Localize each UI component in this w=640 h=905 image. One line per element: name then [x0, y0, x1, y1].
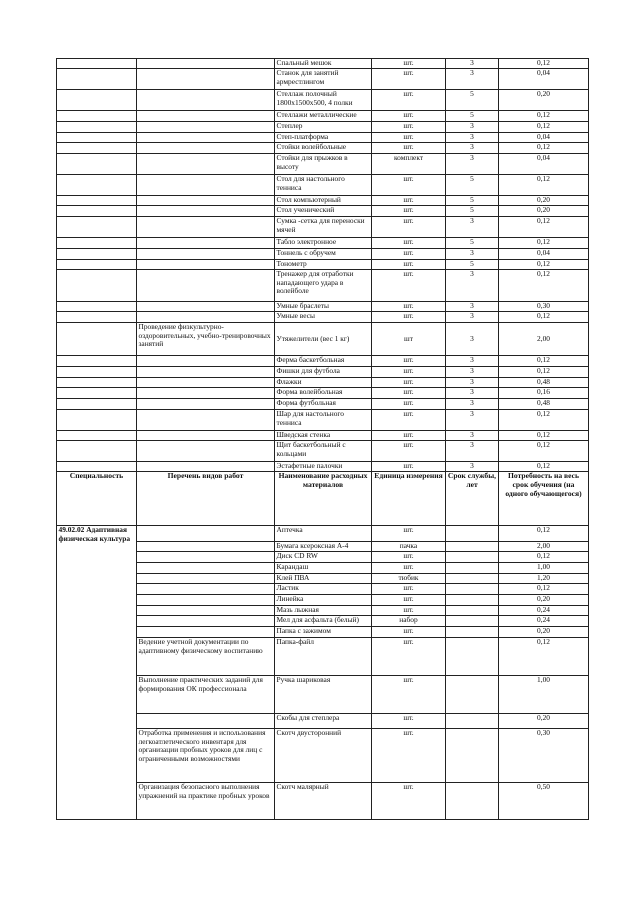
header-term: Срок службы, лет — [446, 472, 499, 526]
table-row — [57, 206, 589, 217]
term-cell — [446, 552, 499, 563]
need-cell: 0,30 — [499, 302, 589, 312]
material-name-cell: Ручка шариковая — [275, 676, 372, 714]
table-row — [57, 638, 589, 676]
material-name-cell: Папка-файл — [275, 638, 372, 676]
specialty-cell — [57, 143, 137, 154]
table-row — [57, 616, 589, 627]
need-cell: 0,12 — [499, 143, 589, 154]
material-name-cell: Степ-платформа — [275, 133, 372, 143]
unit-cell: шт. — [372, 196, 446, 206]
need-cell: 0,12 — [499, 238, 589, 249]
material-name-cell: Стеллаж полочный 1800х1500х500, 4 полки — [275, 90, 372, 111]
table-row — [57, 356, 589, 367]
need-cell: 2,00 — [499, 323, 589, 356]
table-row — [57, 431, 589, 441]
specialty-cell — [57, 175, 137, 196]
unit-cell: шт. — [372, 312, 446, 323]
work-type-cell — [137, 431, 275, 441]
work-type-cell — [137, 111, 275, 122]
table-row — [57, 249, 589, 260]
unit-cell: шт. — [372, 356, 446, 367]
material-name-cell: Шведская стенка — [275, 431, 372, 441]
unit-cell: шт. — [372, 410, 446, 431]
unit-cell: шт. — [372, 90, 446, 111]
table-row — [57, 595, 589, 606]
specialty-cell — [57, 238, 137, 249]
table-row — [57, 542, 589, 552]
unit-cell: шт. — [372, 638, 446, 676]
unit-cell: тюбик — [372, 574, 446, 584]
header-specialty: Специальность — [57, 472, 137, 526]
header-material: Наименование расходных материалов — [275, 472, 372, 526]
work-type-cell: Отработка применения и использования легкоатлетического инвентаря для организации пробных уроков для лиц с ограниченными возможностями — [137, 729, 275, 783]
term-cell: 5 — [446, 206, 499, 217]
specialty-cell — [57, 367, 137, 378]
material-name-cell: Флажки — [275, 378, 372, 388]
table-row — [57, 238, 589, 249]
need-cell: 0,20 — [499, 627, 589, 638]
need-cell: 0,12 — [499, 122, 589, 133]
material-name-cell: Утяжелители (вес 1 кг) — [275, 323, 372, 356]
need-cell: 0,12 — [499, 462, 589, 472]
need-cell: 1,00 — [499, 676, 589, 714]
term-cell — [446, 627, 499, 638]
term-cell: 5 — [446, 175, 499, 196]
unit-cell: шт. — [372, 111, 446, 122]
term-cell: 3 — [446, 133, 499, 143]
specialty-cell — [57, 302, 137, 312]
need-cell: 0,12 — [499, 312, 589, 323]
term-cell — [446, 595, 499, 606]
work-type-cell — [137, 270, 275, 302]
table-row — [57, 783, 589, 820]
material-name-cell: Фишки для футбола — [275, 367, 372, 378]
work-type-cell — [137, 175, 275, 196]
need-cell: 0,20 — [499, 714, 589, 729]
material-name-cell: Стол ученический — [275, 206, 372, 217]
work-type-cell — [137, 627, 275, 638]
need-cell: 0,12 — [499, 260, 589, 270]
specialty-cell: 49.02.02 Адаптивная физическая культура — [57, 526, 137, 820]
material-name-cell: Станок для занятий армрестлингом — [275, 69, 372, 90]
work-type-cell — [137, 606, 275, 616]
table-row — [57, 627, 589, 638]
unit-cell: шт. — [372, 441, 446, 462]
need-cell: 0,12 — [499, 441, 589, 462]
table-row — [57, 388, 589, 399]
table-row — [57, 729, 589, 783]
unit-cell: комплект — [372, 154, 446, 175]
work-type-cell: Ведение учетной документации по адаптивному физическому воспитанию — [137, 638, 275, 676]
work-type-cell — [137, 133, 275, 143]
table-row — [57, 574, 589, 584]
unit-cell: шт. — [372, 217, 446, 238]
term-cell: 3 — [446, 367, 499, 378]
term-cell — [446, 526, 499, 542]
need-cell: 0,12 — [499, 410, 589, 431]
term-cell: 3 — [446, 69, 499, 90]
need-cell: 0,20 — [499, 90, 589, 111]
need-cell: 0,12 — [499, 59, 589, 69]
term-cell: 3 — [446, 378, 499, 388]
term-cell: 3 — [446, 154, 499, 175]
material-name-cell: Бумага ксероксная А-4 — [275, 542, 372, 552]
work-type-cell — [137, 196, 275, 206]
material-name-cell: Тренажер для отработки нападающего удара в волейболе — [275, 270, 372, 302]
work-type-cell — [137, 441, 275, 462]
header-work-types: Перечень видов работ — [137, 472, 275, 526]
specialty-cell — [57, 399, 137, 410]
need-cell: 0,48 — [499, 378, 589, 388]
work-type-cell — [137, 595, 275, 606]
unit-cell: шт. — [372, 595, 446, 606]
material-name-cell: Форма волейбольная — [275, 388, 372, 399]
table-row — [57, 270, 589, 302]
need-cell: 0,12 — [499, 638, 589, 676]
table-row — [57, 462, 589, 472]
term-cell: 3 — [446, 323, 499, 356]
material-name-cell: Шар для настольного тенниса — [275, 410, 372, 431]
unit-cell: шт. — [372, 378, 446, 388]
unit-cell: шт. — [372, 69, 446, 90]
specialty-cell — [57, 260, 137, 270]
unit-cell: шт. — [372, 431, 446, 441]
table-row — [57, 552, 589, 563]
need-cell: 0,24 — [499, 606, 589, 616]
term-cell: 5 — [446, 260, 499, 270]
work-type-cell — [137, 143, 275, 154]
work-type-cell — [137, 249, 275, 260]
material-name-cell: Папка с зажимом — [275, 627, 372, 638]
unit-cell: шт. — [372, 729, 446, 783]
term-cell: 3 — [446, 388, 499, 399]
specialty-cell — [57, 111, 137, 122]
material-name-cell: Стеллажи металлические — [275, 111, 372, 122]
work-type-cell — [137, 302, 275, 312]
table-row — [57, 143, 589, 154]
work-type-cell — [137, 574, 275, 584]
table-row — [57, 69, 589, 90]
need-cell: 0,12 — [499, 367, 589, 378]
work-type-cell — [137, 59, 275, 69]
material-name-cell: Стол для настольного тенниса — [275, 175, 372, 196]
unit-cell: шт. — [372, 627, 446, 638]
need-cell: 0,12 — [499, 552, 589, 563]
table-header-row — [57, 472, 589, 526]
need-cell: 0,48 — [499, 399, 589, 410]
unit-cell: шт. — [372, 59, 446, 69]
header-need: Потребность на весь срок обучения (на одного обучающегося) — [499, 472, 589, 526]
unit-cell: шт — [372, 323, 446, 356]
work-type-cell — [137, 563, 275, 574]
unit-cell: шт. — [372, 676, 446, 714]
work-type-cell — [137, 260, 275, 270]
table-row — [57, 175, 589, 196]
material-name-cell: Диск CD RW — [275, 552, 372, 563]
unit-cell: шт. — [372, 606, 446, 616]
work-type-cell — [137, 399, 275, 410]
material-name-cell: Стойки для прыжков в высоту — [275, 154, 372, 175]
material-name-cell: Карандаш — [275, 563, 372, 574]
table-row — [57, 584, 589, 595]
specialty-cell — [57, 154, 137, 175]
work-type-cell — [137, 217, 275, 238]
need-cell: 0,16 — [499, 388, 589, 399]
table-row — [57, 260, 589, 270]
term-cell — [446, 676, 499, 714]
table-row — [57, 378, 589, 388]
unit-cell: шт. — [372, 462, 446, 472]
work-type-cell — [137, 714, 275, 729]
term-cell: 3 — [446, 399, 499, 410]
term-cell — [446, 574, 499, 584]
work-type-cell — [137, 206, 275, 217]
material-name-cell: Спальный мешок — [275, 59, 372, 69]
material-name-cell: Аптечка — [275, 526, 372, 542]
table-row — [57, 399, 589, 410]
specialty-cell — [57, 388, 137, 399]
table-row — [57, 563, 589, 574]
need-cell: 0,12 — [499, 584, 589, 595]
specialty-cell — [57, 206, 137, 217]
need-cell: 0,50 — [499, 783, 589, 820]
unit-cell: шт. — [372, 143, 446, 154]
work-type-cell — [137, 122, 275, 133]
work-type-cell — [137, 462, 275, 472]
specialty-cell — [57, 323, 137, 356]
table-row — [57, 410, 589, 431]
work-type-cell: Организация безопасного выполнения упражнений на практике пробных уроков — [137, 783, 275, 820]
need-cell: 0,12 — [499, 356, 589, 367]
material-name-cell: Клей ПВА — [275, 574, 372, 584]
work-type-cell: Выполнение практических заданий для формирования ОК профессионала — [137, 676, 275, 714]
table-row — [57, 302, 589, 312]
specialty-cell — [57, 431, 137, 441]
unit-cell: шт. — [372, 526, 446, 542]
need-cell: 0,04 — [499, 249, 589, 260]
need-cell: 0,20 — [499, 206, 589, 217]
specialty-cell — [57, 196, 137, 206]
unit-cell: шт. — [372, 584, 446, 595]
specialty-cell — [57, 378, 137, 388]
material-name-cell: Степлер — [275, 122, 372, 133]
unit-cell: шт. — [372, 260, 446, 270]
need-cell: 1,00 — [499, 563, 589, 574]
materials-table — [56, 58, 589, 820]
unit-cell: шт. — [372, 238, 446, 249]
work-type-cell — [137, 238, 275, 249]
table-row — [57, 367, 589, 378]
table-row — [57, 217, 589, 238]
table-row — [57, 714, 589, 729]
specialty-cell — [57, 133, 137, 143]
material-name-cell: Щит баскетбольный с кольцами — [275, 441, 372, 462]
material-name-cell: Линейка — [275, 595, 372, 606]
table-row — [57, 90, 589, 111]
work-type-cell: Проведение физкультурно-оздоровительных, учебно-тренировочных занятий — [137, 323, 275, 356]
work-type-cell — [137, 312, 275, 323]
need-cell: 0,04 — [499, 69, 589, 90]
material-name-cell: Форма футбольная — [275, 399, 372, 410]
material-name-cell: Мел для асфальта (белый) — [275, 616, 372, 627]
specialty-cell — [57, 217, 137, 238]
term-cell — [446, 584, 499, 595]
need-cell: 0,12 — [499, 431, 589, 441]
need-cell: 0,04 — [499, 133, 589, 143]
material-name-cell: Сумка -сетка для переноски мячей — [275, 217, 372, 238]
material-name-cell: Эстафетные палочки — [275, 462, 372, 472]
unit-cell: шт. — [372, 122, 446, 133]
specialty-cell — [57, 69, 137, 90]
specialty-cell — [57, 59, 137, 69]
unit-cell: шт. — [372, 399, 446, 410]
table-row — [57, 133, 589, 143]
header-unit: Единица измерения — [372, 472, 446, 526]
need-cell: 0,24 — [499, 616, 589, 627]
term-cell — [446, 542, 499, 552]
term-cell: 5 — [446, 90, 499, 111]
table-row — [57, 606, 589, 616]
unit-cell: шт. — [372, 133, 446, 143]
need-cell: 0,30 — [499, 729, 589, 783]
work-type-cell — [137, 356, 275, 367]
term-cell: 3 — [446, 249, 499, 260]
term-cell: 3 — [446, 122, 499, 133]
material-name-cell: Стол компьютерный — [275, 196, 372, 206]
material-name-cell: Скобы для степлера — [275, 714, 372, 729]
table-row — [57, 111, 589, 122]
term-cell: 3 — [446, 462, 499, 472]
material-name-cell: Умные весы — [275, 312, 372, 323]
specialty-cell — [57, 122, 137, 133]
work-type-cell — [137, 584, 275, 595]
term-cell: 3 — [446, 270, 499, 302]
term-cell — [446, 638, 499, 676]
unit-cell: шт. — [372, 783, 446, 820]
unit-cell: шт. — [372, 249, 446, 260]
specialty-cell — [57, 90, 137, 111]
table-row — [57, 441, 589, 462]
term-cell: 5 — [446, 111, 499, 122]
table-row — [57, 122, 589, 133]
table-row — [57, 312, 589, 323]
unit-cell: шт. — [372, 302, 446, 312]
unit-cell: шт. — [372, 270, 446, 302]
specialty-cell — [57, 270, 137, 302]
need-cell: 0,20 — [499, 196, 589, 206]
work-type-cell — [137, 542, 275, 552]
table-row — [57, 323, 589, 356]
term-cell: 3 — [446, 143, 499, 154]
term-cell: 3 — [446, 410, 499, 431]
term-cell: 3 — [446, 312, 499, 323]
work-type-cell — [137, 388, 275, 399]
unit-cell: шт. — [372, 206, 446, 217]
unit-cell: пачка — [372, 542, 446, 552]
need-cell: 0,12 — [499, 526, 589, 542]
work-type-cell — [137, 69, 275, 90]
unit-cell: набор — [372, 616, 446, 627]
material-name-cell: Мазь лыжная — [275, 606, 372, 616]
material-name-cell: Тоннель с обручем — [275, 249, 372, 260]
specialty-cell — [57, 312, 137, 323]
unit-cell: шт. — [372, 367, 446, 378]
unit-cell: шт. — [372, 388, 446, 399]
work-type-cell — [137, 90, 275, 111]
term-cell — [446, 729, 499, 783]
term-cell — [446, 783, 499, 820]
work-type-cell — [137, 526, 275, 542]
specialty-cell — [57, 441, 137, 462]
material-name-cell: Скотч малярный — [275, 783, 372, 820]
term-cell: 3 — [446, 356, 499, 367]
table-row — [57, 526, 589, 542]
work-type-cell — [137, 616, 275, 627]
material-name-cell: Тонометр — [275, 260, 372, 270]
term-cell: 3 — [446, 302, 499, 312]
table-row — [57, 196, 589, 206]
table-row — [57, 59, 589, 69]
need-cell: 0,04 — [499, 154, 589, 175]
term-cell — [446, 606, 499, 616]
specialty-cell — [57, 462, 137, 472]
need-cell: 0,12 — [499, 217, 589, 238]
unit-cell: шт. — [372, 563, 446, 574]
need-cell: 1,20 — [499, 574, 589, 584]
material-name-cell: Ферма баскетбольная — [275, 356, 372, 367]
term-cell: 3 — [446, 441, 499, 462]
material-name-cell: Табло электронное — [275, 238, 372, 249]
term-cell: 3 — [446, 217, 499, 238]
unit-cell: шт. — [372, 552, 446, 563]
material-name-cell: Умные браслеты — [275, 302, 372, 312]
term-cell — [446, 563, 499, 574]
unit-cell: шт. — [372, 714, 446, 729]
need-cell: 0,12 — [499, 111, 589, 122]
term-cell: 5 — [446, 238, 499, 249]
need-cell: 0,12 — [499, 270, 589, 302]
material-name-cell: Ластик — [275, 584, 372, 595]
term-cell: 3 — [446, 59, 499, 69]
term-cell — [446, 616, 499, 627]
term-cell: 5 — [446, 196, 499, 206]
unit-cell: шт. — [372, 175, 446, 196]
specialty-cell — [57, 249, 137, 260]
table-row — [57, 154, 589, 175]
term-cell — [446, 714, 499, 729]
material-name-cell: Стойки волейбольные — [275, 143, 372, 154]
term-cell: 3 — [446, 431, 499, 441]
work-type-cell — [137, 154, 275, 175]
work-type-cell — [137, 552, 275, 563]
material-name-cell: Скотч двусторонний — [275, 729, 372, 783]
need-cell: 0,20 — [499, 595, 589, 606]
work-type-cell — [137, 367, 275, 378]
need-cell: 2,00 — [499, 542, 589, 552]
specialty-cell — [57, 356, 137, 367]
need-cell: 0,12 — [499, 175, 589, 196]
table-row — [57, 676, 589, 714]
specialty-cell — [57, 410, 137, 431]
work-type-cell — [137, 378, 275, 388]
work-type-cell — [137, 410, 275, 431]
